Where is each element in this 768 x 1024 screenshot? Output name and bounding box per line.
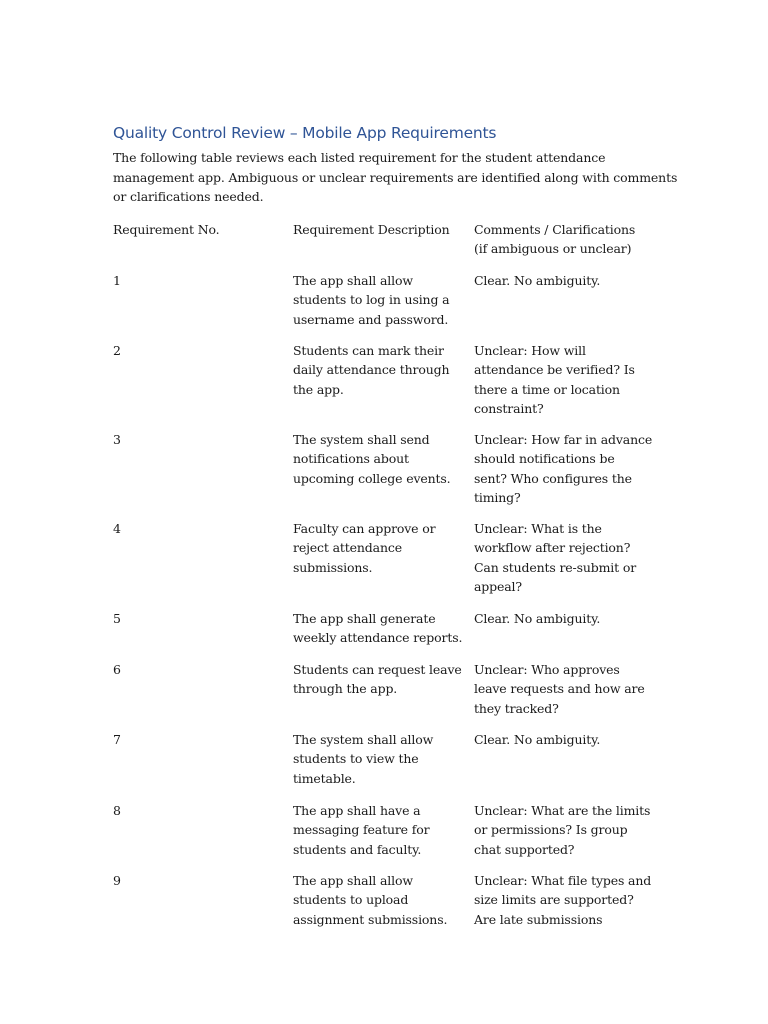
requirement-comment [474, 730, 600, 749]
requirement-description-line: upcoming college events. [293, 470, 451, 486]
requirement-description [293, 430, 450, 488]
requirement-description [293, 609, 462, 648]
requirement-comment-line: Clear. No ambiguity. [474, 732, 601, 747]
requirement-comment-line: Unclear: What file types and [474, 873, 652, 888]
requirement-description-line: the app. [293, 381, 344, 397]
header-text: Requirement No. [113, 222, 220, 237]
requirement-number: 7 [113, 732, 121, 747]
requirement-comment-line: Unclear: What is the [474, 521, 602, 536]
header-text: (if ambiguous or unclear) [474, 241, 632, 257]
requirement-comment-line: sent? Who configures the [474, 470, 632, 486]
document-title: Quality Control Review – Mobile App Requirements [113, 124, 497, 142]
requirement-description-line: daily attendance through [293, 362, 450, 378]
requirement-description-line: The app shall generate [293, 611, 436, 626]
requirement-description [293, 730, 433, 788]
requirement-comment-line: Can students re-submit or [474, 559, 637, 575]
requirement-description-line: The app shall allow [293, 873, 413, 888]
requirement-number: 9 [113, 873, 121, 888]
requirement-description-line: assignment submissions. [293, 911, 448, 927]
requirement-description-line: The system shall send [293, 432, 430, 447]
requirement-comment-line: Unclear: How far in advance [474, 432, 653, 447]
requirement-description-line: messaging feature for [293, 822, 430, 838]
requirement-comment-line: leave requests and how are [474, 681, 645, 697]
requirement-comment-line: Unclear: What are the limits [474, 803, 651, 818]
requirement-comment-line: constraint? [474, 400, 544, 416]
requirement-comment-line: Unclear: How will [474, 343, 586, 358]
requirement-description-line: notifications about [293, 451, 409, 467]
requirement-comment [474, 660, 645, 718]
requirement-comment-line: chat supported? [474, 841, 575, 857]
requirement-comment-line: Clear. No ambiguity. [474, 611, 601, 626]
requirement-number: 5 [113, 611, 121, 626]
requirement-description-line: students to upload [293, 892, 409, 908]
requirement-description-line: students to log in using a [293, 292, 450, 308]
requirement-description-line: through the app. [293, 681, 398, 697]
requirement-comment-line: or permissions? Is group [474, 822, 628, 838]
requirement-comment-line: should notifications be [474, 451, 615, 467]
requirement-description-line: submissions. [293, 559, 373, 575]
requirement-comment [474, 609, 600, 628]
requirement-number: 2 [113, 343, 121, 358]
requirement-comment [474, 519, 636, 596]
requirement-description [293, 801, 429, 859]
requirement-comment-line: size limits are supported? [474, 892, 634, 908]
requirement-comment [474, 430, 652, 507]
requirement-comment-line: there a time or location [474, 381, 620, 397]
requirement-number: 6 [113, 662, 121, 677]
requirement-comment-line: workflow after rejection? [474, 540, 631, 556]
requirement-description-line: Students can mark their [293, 343, 444, 358]
requirement-comment-line: appeal? [474, 578, 522, 594]
requirement-comment-line: timing? [474, 489, 521, 505]
requirement-comment-line: Unclear: Who approves [474, 662, 620, 677]
requirement-description-line: username and password. [293, 311, 449, 327]
requirement-description-line: students to view the [293, 751, 419, 767]
requirement-number: 8 [113, 803, 121, 818]
requirement-comment-line: Clear. No ambiguity. [474, 273, 601, 288]
requirement-description [293, 871, 447, 929]
header-requirement-description [293, 220, 450, 239]
header-text: Requirement Description [293, 222, 450, 237]
requirement-number: 3 [113, 432, 121, 447]
requirement-number: 4 [113, 521, 121, 536]
requirement-description-line: The system shall allow [293, 732, 434, 747]
requirement-comment [474, 341, 635, 418]
requirement-description [293, 519, 435, 577]
header-comments [474, 220, 635, 259]
header-text: Comments / Clarifications [474, 222, 636, 237]
requirement-description-line: Faculty can approve or [293, 521, 436, 536]
requirement-comment [474, 801, 650, 859]
requirement-comment-line: they tracked? [474, 700, 559, 716]
requirement-comment-line: Are late submissions [474, 911, 603, 927]
requirement-comment [474, 871, 651, 929]
intro-line: or clarifications needed. [113, 189, 264, 204]
requirement-description-line: reject attendance [293, 540, 402, 556]
requirement-description-line: The app shall allow [293, 273, 413, 288]
requirement-comment [474, 271, 600, 290]
requirement-description-line: weekly attendance reports. [293, 630, 463, 646]
requirement-description [293, 341, 449, 399]
requirement-description-line: The app shall have a [293, 803, 421, 818]
requirement-description-line: timetable. [293, 770, 356, 786]
requirement-description [293, 660, 462, 699]
requirement-comment-line: attendance be verified? Is [474, 362, 635, 378]
requirement-description-line: Students can request leave [293, 662, 462, 677]
header-requirement-no [113, 220, 220, 239]
intro-line: management app. Ambiguous or unclear requirements are identified along with comments [113, 169, 678, 185]
intro-line: The following table reviews each listed requirement for the student attendance [113, 150, 606, 165]
intro-paragraph [113, 148, 678, 207]
requirement-description-line: students and faculty. [293, 841, 422, 857]
requirement-description [293, 271, 449, 329]
requirement-number: 1 [113, 273, 121, 288]
